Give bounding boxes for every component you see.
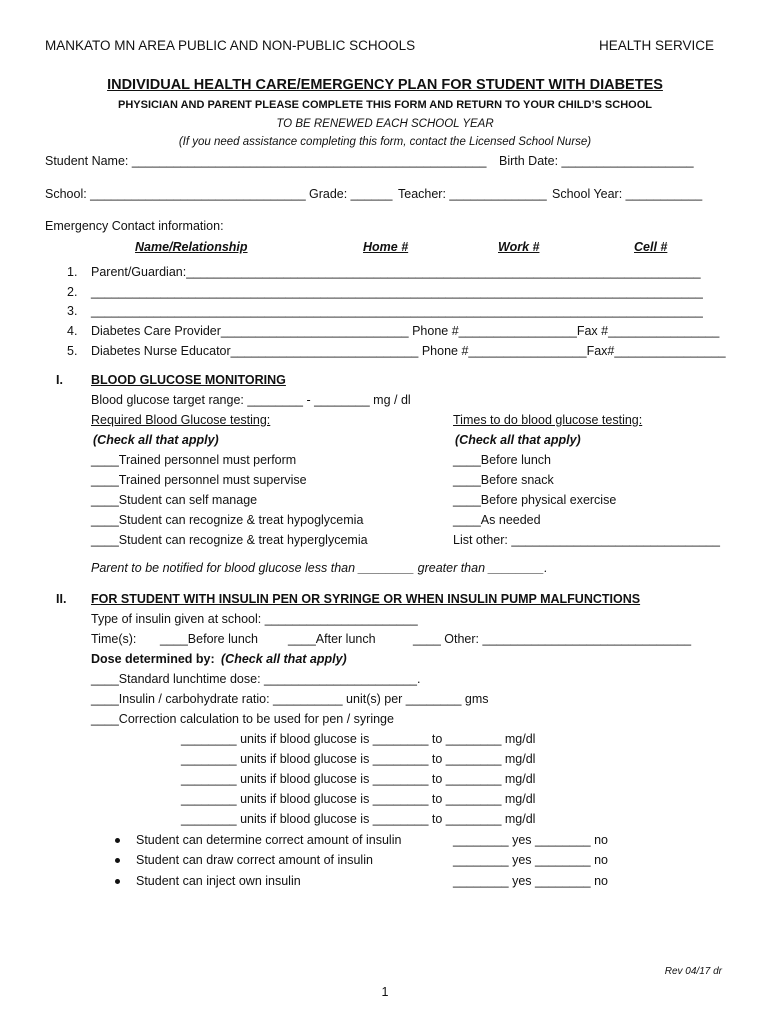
health-service-header: HEALTH SERVICE — [598, 38, 714, 53]
contact-row-parent[interactable]: Parent/Guardian:__________________________________________________________________________ — [91, 265, 701, 279]
time-before-lunch[interactable]: ____Before lunch — [160, 632, 258, 646]
contact-row-number: 1. — [67, 265, 78, 279]
times-label: Time(s): — [91, 632, 137, 646]
col-cell: Cell # — [634, 240, 668, 254]
yes-no-field[interactable]: ________ yes ________ no — [453, 874, 609, 888]
bullet-item: Student can determine correct amount of insulin — [136, 833, 402, 847]
page-number: 1 — [381, 985, 389, 999]
dose-check-all-label: (Check all that apply) — [221, 652, 347, 666]
testing-time-option[interactable]: ____Before physical exercise — [453, 493, 617, 507]
testing-times-label: Times to do blood glucose testing: — [453, 413, 643, 427]
required-testing-label: Required Blood Glucose testing: — [91, 413, 271, 427]
contact-row-line[interactable]: ________________________________________________________________________________________ — [91, 304, 703, 318]
dose-determined-label: Dose determined by: — [91, 652, 215, 666]
contact-row-number: 4. — [67, 324, 78, 338]
testing-option[interactable]: ____Trained personnel must supervise — [91, 473, 307, 487]
time-other[interactable]: ____ Other: ______________________________ — [413, 632, 692, 646]
contact-row-care-provider[interactable]: Diabetes Care Provider___________________________ Phone #_________________Fax #________________ — [91, 324, 720, 338]
bullet-icon — [115, 879, 120, 884]
standard-dose-option[interactable]: ____Standard lunchtime dose: ______________________. — [91, 672, 421, 686]
contact-row-nurse-educator[interactable]: Diabetes Nurse Educator___________________________ Phone #_________________Fax#________________ — [91, 344, 726, 358]
section-2-number: II. — [56, 592, 67, 606]
testing-time-other[interactable]: List other: ______________________________ — [453, 533, 720, 547]
student-name-field[interactable]: Student Name: ___________________________________________________ — [45, 154, 487, 168]
renew-notice: TO BE RENEWED EACH SCHOOL YEAR — [276, 118, 494, 130]
correction-row[interactable]: ________ units if blood glucose is ________ to ________ mg/dl — [181, 812, 536, 826]
col-name-relationship: Name/Relationship — [135, 240, 248, 254]
insulin-type-field[interactable]: Type of insulin given at school: ______________________ — [91, 612, 418, 626]
correction-row[interactable]: ________ units if blood glucose is ________ to ________ mg/dl — [181, 752, 536, 766]
section-1-heading: BLOOD GLUCOSE MONITORING — [91, 373, 286, 387]
yes-no-field[interactable]: ________ yes ________ no — [453, 833, 609, 847]
testing-option[interactable]: ____Student can recognize & treat hyperglycemia — [91, 533, 368, 547]
assistance-notice: (If you need assistance completing this form, contact the Licensed School Nurse) — [178, 136, 592, 148]
col-work: Work # — [498, 240, 540, 254]
teacher-field[interactable]: Teacher: ______________ — [398, 187, 547, 201]
testing-option[interactable]: ____Student can self manage — [91, 493, 258, 507]
section-1-number: I. — [56, 373, 63, 387]
correction-row[interactable]: ________ units if blood glucose is ________ to ________ mg/dl — [181, 772, 536, 786]
parent-notify-line[interactable]: Parent to be notified for blood glucose less than ________ greater than ________. — [91, 561, 548, 575]
form-subtitle: PHYSICIAN AND PARENT PLEASE COMPLETE THIS FORM AND RETURN TO YOUR CHILD’S SCHOOL — [118, 99, 652, 111]
time-after-lunch[interactable]: ____After lunch — [288, 632, 376, 646]
testing-time-option[interactable]: ____Before lunch — [453, 453, 551, 467]
testing-time-option[interactable]: ____Before snack — [453, 473, 554, 487]
revision-label: Rev 04/17 dr — [664, 966, 722, 977]
school-field[interactable]: School: _______________________________ — [45, 187, 306, 201]
bullet-icon — [115, 838, 120, 843]
form-title: INDIVIDUAL HEALTH CARE/EMERGENCY PLAN FOR STUDENT WITH DIABETES — [107, 77, 663, 93]
contact-row-number: 5. — [67, 344, 78, 358]
school-district-header: MANKATO MN AREA PUBLIC AND NON-PUBLIC SCHOOLS — [45, 38, 416, 53]
carb-ratio-option[interactable]: ____Insulin / carbohydrate ratio: __________ unit(s) per ________ gms — [91, 692, 489, 706]
grade-field[interactable]: Grade: ______ — [309, 187, 393, 201]
contact-row-line[interactable]: ________________________________________________________________________________________ — [91, 285, 703, 299]
testing-option[interactable]: ____Trained personnel must perform — [91, 453, 297, 467]
bullet-icon — [115, 858, 120, 863]
contact-row-number: 3. — [67, 304, 78, 318]
school-year-field[interactable]: School Year: ___________ — [552, 187, 703, 201]
birth-date-field[interactable]: Birth Date: ___________________ — [499, 154, 694, 168]
bullet-item: Student can draw correct amount of insulin — [136, 853, 373, 867]
times-check-all-label: (Check all that apply) — [455, 433, 581, 447]
testing-time-option[interactable]: ____As needed — [453, 513, 541, 527]
correction-row[interactable]: ________ units if blood glucose is ________ to ________ mg/dl — [181, 732, 536, 746]
section-2-heading: FOR STUDENT WITH INSULIN PEN OR SYRINGE OR WHEN INSULIN PUMP MALFUNCTIONS — [91, 592, 641, 606]
testing-option[interactable]: ____Student can recognize & treat hypoglycemia — [91, 513, 364, 527]
col-home: Home # — [363, 240, 409, 254]
bullet-item: Student can inject own insulin — [136, 874, 301, 888]
correction-row[interactable]: ________ units if blood glucose is ________ to ________ mg/dl — [181, 792, 536, 806]
yes-no-field[interactable]: ________ yes ________ no — [453, 853, 609, 867]
glucose-target-range[interactable]: Blood glucose target range: ________ - ________ mg / dl — [91, 393, 411, 407]
contact-row-number: 2. — [67, 285, 78, 299]
check-all-label: (Check all that apply) — [93, 433, 219, 447]
emergency-contact-heading: Emergency Contact information: — [45, 219, 224, 233]
correction-option[interactable]: ____Correction calculation to be used for pen / syringe — [91, 712, 394, 726]
